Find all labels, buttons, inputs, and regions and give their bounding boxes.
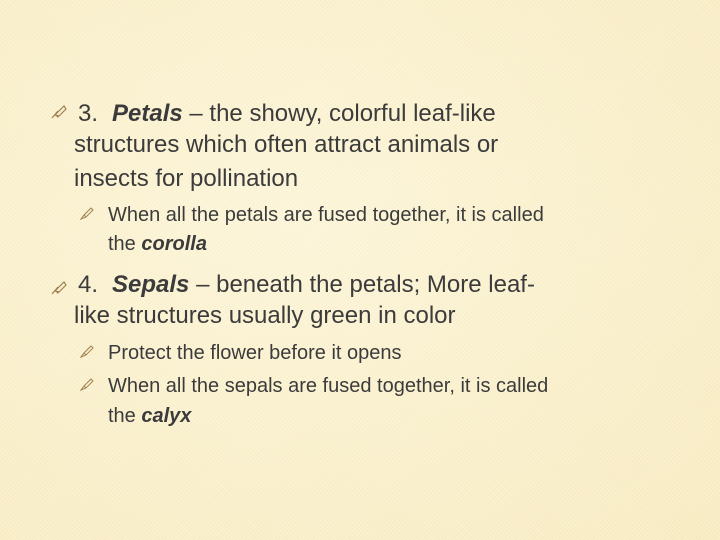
item-line: like structures usually green in color: [74, 302, 456, 329]
item-text: – beneath the petals; More leaf-: [189, 271, 535, 298]
feather-bullet-icon: [50, 280, 68, 296]
item-term: Sepals: [112, 271, 190, 298]
item-line: [78, 97, 496, 131]
subitem-term: corolla: [141, 233, 207, 255]
item-line: insects for pollination: [74, 165, 299, 192]
subitem-line: When all the sepals are fused together, it is called: [108, 375, 549, 397]
subitem-line: [108, 402, 191, 430]
pen-nib-bullet-icon: [80, 207, 94, 220]
feather-bullet-icon: [50, 104, 68, 120]
subitem-line: Protect the flower before it opens: [108, 342, 402, 364]
subitem-term: calyx: [141, 405, 192, 427]
subitem-line: [108, 230, 207, 258]
item-term: Petals: [112, 100, 183, 127]
item-number: 3.: [78, 100, 99, 127]
item-line: [78, 268, 535, 302]
item-line: structures which often attract animals or: [74, 131, 499, 158]
item-number: 4.: [78, 271, 99, 298]
subitem-text: the: [108, 405, 142, 427]
pen-nib-bullet-icon: [80, 378, 94, 391]
item-text: – the showy, colorful leaf-like: [182, 100, 496, 127]
subitem-text: the: [108, 233, 142, 255]
pen-nib-bullet-icon: [80, 345, 94, 358]
subitem-line: When all the petals are fused together, it is called: [108, 204, 544, 226]
